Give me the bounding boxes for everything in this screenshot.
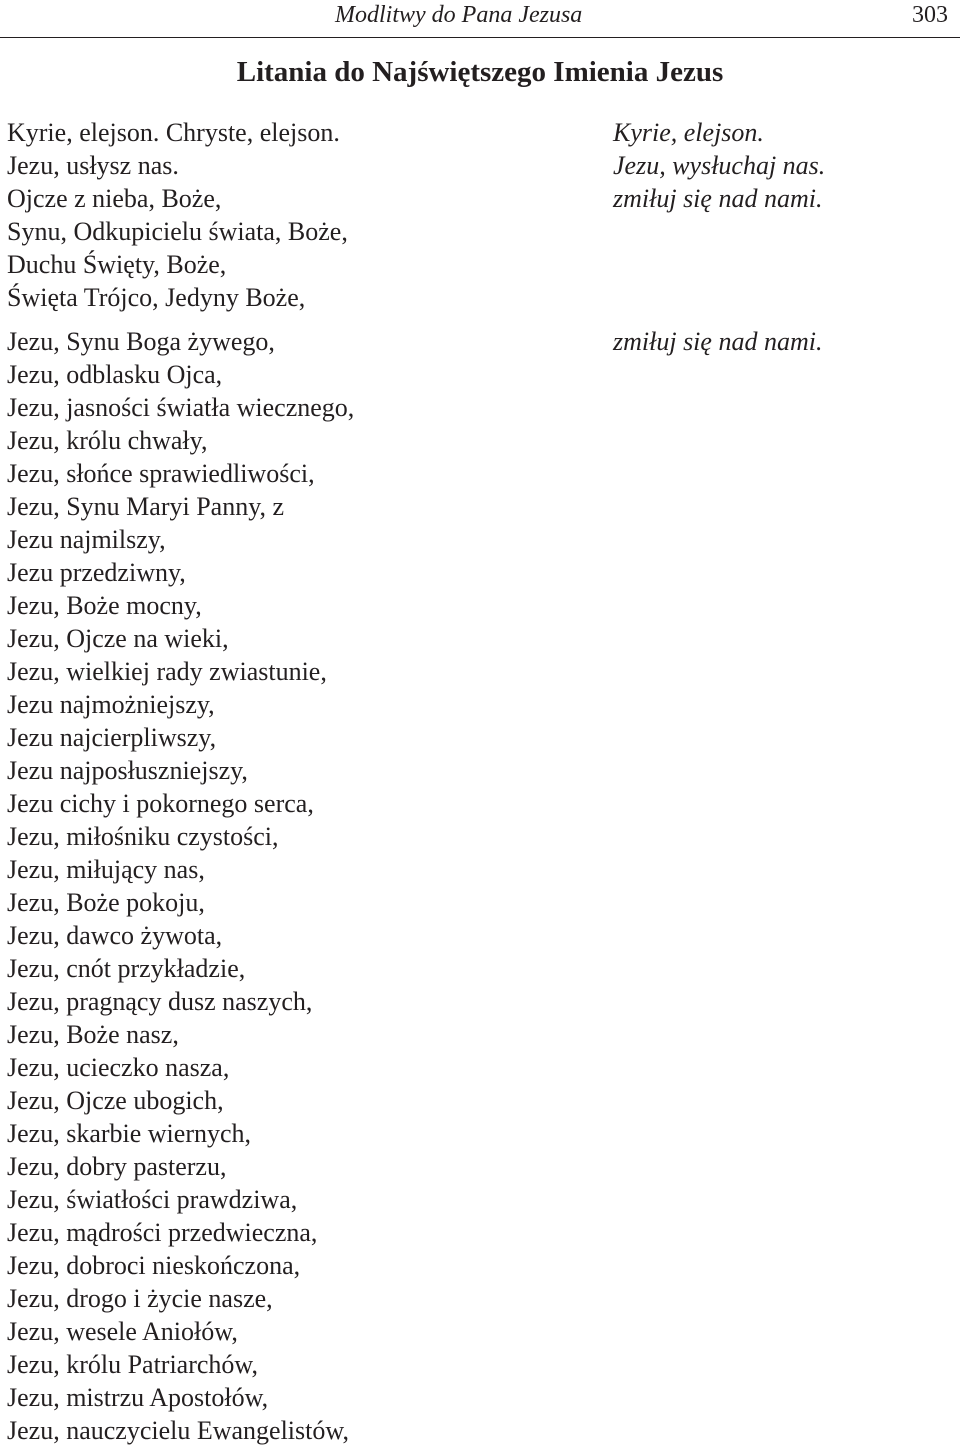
opening-invocation: Ojcze z nieba, Boże, [7,184,222,213]
invocation-line: Jezu, cnót przykładzie, [7,954,246,983]
running-title: Modlitwy do Pana Jezusa [335,2,583,28]
invocation-line: Jezu, dobry pasterzu, [7,1152,227,1181]
invocation-line: Jezu przedziwny, [7,558,186,587]
invocation-line: Jezu, dobroci nieskończona, [7,1251,301,1280]
litany-title: Litania do Najświętszego Imienia Jezus [236,56,724,88]
invocation-line: Jezu, wesele Aniołów, [7,1317,238,1346]
response-spacer [613,281,953,314]
invocation-line: Jezu najposłuszniejszy, [7,756,248,785]
invocation-line: Jezu, słońce sprawiedliwości, [7,459,315,488]
invocation-line: Jezu, Synu Boga żywego, [7,327,275,356]
invocation-line: Jezu, drogo i życie nasze, [7,1284,273,1313]
invocation-line: Jezu, dawco żywota, [7,921,223,950]
invocation-line: Jezu cichy i pokornego serca, [7,789,314,818]
opening-invocation: Kyrie, elejson. Chryste, elejson. [7,118,340,147]
response-spacer [613,215,953,248]
section-gap [7,314,597,325]
invocation-line: Jezu, ucieczko nasza, [7,1053,230,1082]
invocation-line: Jezu, mistrzu Apostołów, [7,1383,269,1412]
invocation-line: Jezu, Boże mocny, [7,591,202,620]
invocation-line: Jezu, skarbie wiernych, [7,1119,252,1148]
response-spacer [613,248,953,281]
opening-invocation: Święta Trójco, Jedyny Boże, [7,283,306,312]
invocation-line: Jezu najcierpliwszy, [7,723,217,752]
opening-response: zmiłuj się nad nami. [613,184,823,213]
invocation-line: Jezu, Ojcze ubogich, [7,1086,224,1115]
invocation-line: Jezu, pragnący dusz naszych, [7,987,313,1016]
invocation-line: Jezu, Ojcze na wieki, [7,624,229,653]
litany-response: zmiłuj się nad nami. [613,327,823,356]
invocation-line: Jezu, królu chwały, [7,426,208,455]
invocation-line: Jezu najmożniejszy, [7,690,215,719]
opening-invocation: Jezu, usłysz nas. [7,151,179,180]
invocation-line: Jezu, Boże pokoju, [7,888,205,917]
opening-response: Jezu, wysłuchaj nas. [613,151,826,180]
invocation-line: Jezu, Boże nasz, [7,1020,179,1049]
responses-column [613,116,953,358]
page-number: 303 [912,2,948,28]
invocations-column [7,116,597,1447]
invocation-line: Jezu, Synu Maryi Panny, z [7,492,285,521]
invocation-line: Jezu, wielkiej rady zwiastunie, [7,657,327,686]
invocation-line: Jezu najmilszy, [7,525,166,554]
invocation-line: Jezu, nauczycielu Ewangelistów, [7,1416,349,1445]
invocation-line: Jezu, światłości prawdziwa, [7,1185,298,1214]
invocation-line: Jezu, odblasku Ojca, [7,360,223,389]
invocation-line: Jezu, jasności światła wiecznego, [7,393,355,422]
opening-invocation: Synu, Odkupicielu świata, Boże, [7,217,348,246]
opening-invocation: Duchu Święty, Boże, [7,250,227,279]
invocation-line: Jezu, miłujący nas, [7,855,205,884]
opening-response: Kyrie, elejson. [613,118,764,147]
invocation-line: Jezu, królu Patriarchów, [7,1350,259,1379]
invocation-line: Jezu, mądrości przedwieczna, [7,1218,318,1247]
invocation-line: Jezu, miłośniku czystości, [7,822,279,851]
running-header [0,0,960,38]
section-gap [613,314,953,325]
